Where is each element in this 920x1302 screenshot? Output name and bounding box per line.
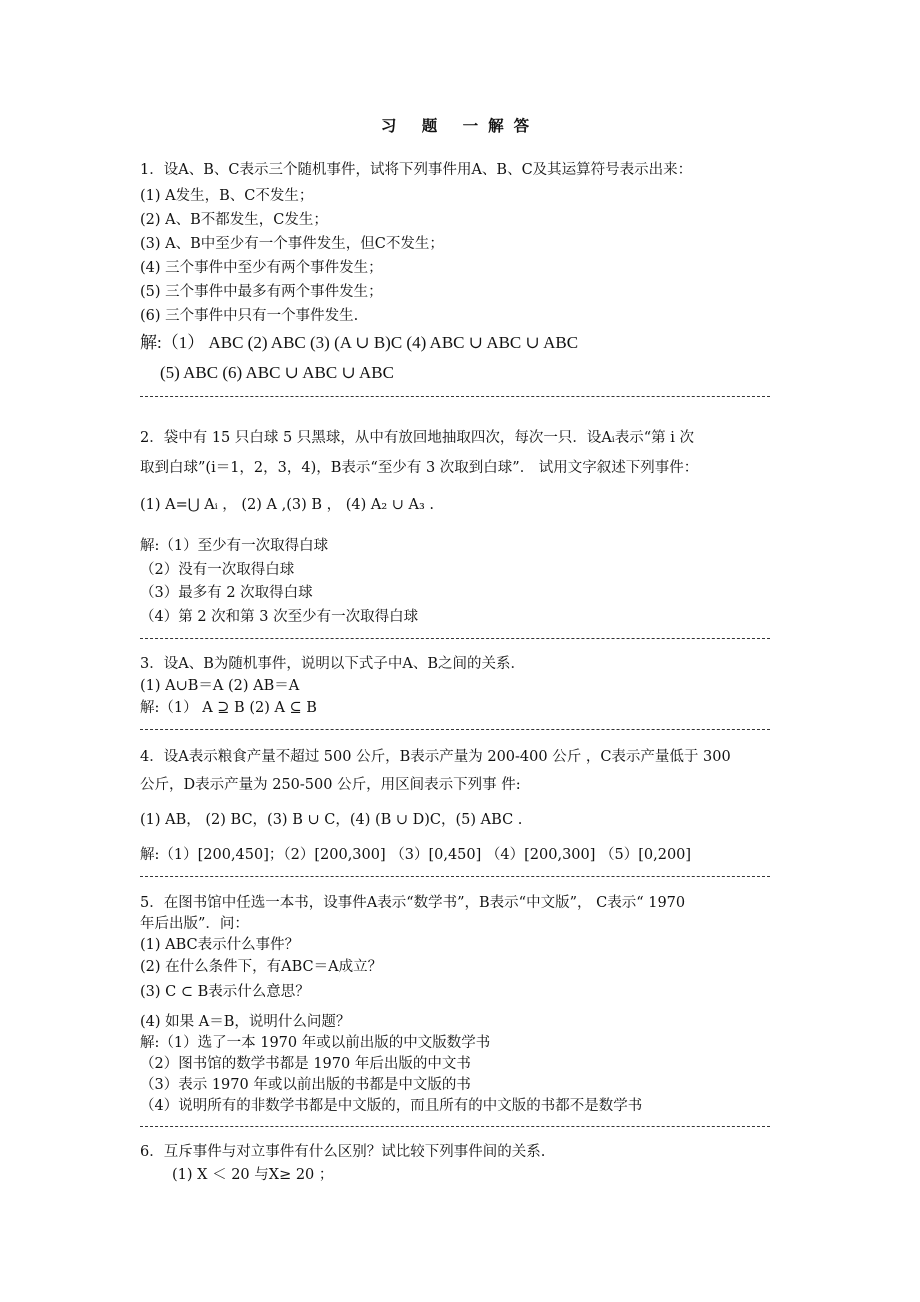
q6-item-1: (1) X ＜ 20 与X≥ 20 ； — [172, 1167, 334, 1183]
q1-item-5: (5) 三个事件中最多有两个事件发生； — [140, 284, 383, 300]
q3-prompt: 3．设A、B为随机事件，说明以下式子中A、B之间的关系． — [140, 656, 525, 672]
q6-prompt: 6．互斥事件与对立事件有什么区别？试比较下列事件间的关系. — [140, 1144, 546, 1160]
q5-answer-2: （2）图书馆的数学书都是 1970 年后出版的中文书 — [140, 1056, 471, 1072]
q3-answer: 解:（1） A ⊇ B (2) A ⊆ B — [140, 700, 317, 716]
q3-items: (1) A∪B＝A (2) AB＝A — [140, 678, 300, 694]
separator-2 — [140, 638, 770, 639]
q5-answer-1: 解:（1）选了一本 1970 年或以前出版的中文版数学书 — [140, 1035, 491, 1051]
q5-item-4: (4) 如果 A＝B，说明什么问题？ — [140, 1014, 351, 1030]
q2-answer-4: （4）第 2 次和第 3 次至少有一次取得白球 — [140, 609, 419, 625]
q4-prompt-line-2: 公斤，D表示产量为 250-500 公斤，用区间表示下列事 件: — [140, 777, 521, 793]
q2-prompt-line-2: 取到白球”(i＝1，2，3，4)，B表示“至少有 3 次取到白球”． 试用文字叙述下列事件： — [140, 460, 699, 476]
q4-answer: 解:（1）[200,450]；（2）[200,300] （3）[0,450] （4）[200,300] （5）[0,200] — [140, 847, 692, 863]
q2-prompt-line-1: 2．袋中有 15 只白球 5 只黑球，从中有放回地抽取四次，每次一只．设Aᵢ表示“第 i 次 — [140, 430, 694, 446]
q1-answer-line-1: 解:（1） ABC (2) ABC (3) (A ∪ B)C (4) ABC ∪ ABC ∪ ABC — [140, 333, 579, 352]
q1-item-1: (1) A发生，B、C不发生； — [140, 188, 314, 204]
page-title: 习 题 一解答 — [380, 116, 540, 135]
q5-answer-3: （3）表示 1970 年或以前出版的书都是中文版的书 — [140, 1077, 471, 1093]
separator-5 — [140, 1126, 770, 1127]
q1-answer-line-2: (5) ABC (6) ABC ∪ ABC ∪ ABC — [160, 363, 394, 382]
q2-answer-3: （3）最多有 2 次取得白球 — [140, 585, 313, 601]
q2-answer-1: 解:（1）至少有一次取得白球 — [140, 538, 329, 554]
q5-item-1: (1) ABC表示什么事件？ — [140, 937, 300, 953]
separator-4 — [140, 876, 770, 877]
q5-item-2: (2) 在什么条件下，有ABC＝A成立？ — [140, 959, 383, 975]
q5-prompt-line-1: 5．在图书馆中任选一本书，设事件A表示“数学书”，B表示“中文版”， C表示“ 1970 — [140, 895, 686, 911]
q2-answer-2: （2）没有一次取得白球 — [140, 562, 295, 578]
q5-prompt-line-2: 年后出版”．问： — [140, 916, 249, 932]
separator-3 — [140, 729, 770, 730]
q1-prompt: 1．设A、B、C表示三个随机事件，试将下列事件用A、B、C及其运算符号表示出来： — [140, 162, 693, 178]
q5-answer-4: （4）说明所有的非数学书都是中文版的，而且所有的中文版的书都不是数学书 — [140, 1098, 643, 1114]
q1-item-4: (4) 三个事件中至少有两个事件发生； — [140, 260, 383, 276]
q1-item-3: (3) A、B中至少有一个事件发生，但C不发生； — [140, 236, 444, 252]
q5-item-3: (3) C ⊂ B表示什么意思？ — [140, 984, 310, 1000]
q4-events-line: (1) AB， (2) BC，(3) B ∪ C，(4) (B ∪ D)C，(5) ABC . — [140, 812, 523, 828]
q1-item-2: (2) A、B不都发生，C发生； — [140, 212, 328, 228]
q4-prompt-line-1: 4．设A表示粮食产量不超过 500 公斤，B表示产量为 200-400 公斤 ，C表示产量低于 300 — [140, 749, 731, 765]
q1-item-6: (6) 三个事件中只有一个事件发生. — [140, 308, 359, 324]
q2-events-line: (1) A=⋃ Aᵢ ， (2) A ,(3) B ， (4) A₂ ∪ A₃ . — [140, 497, 435, 513]
separator-1 — [140, 396, 770, 397]
